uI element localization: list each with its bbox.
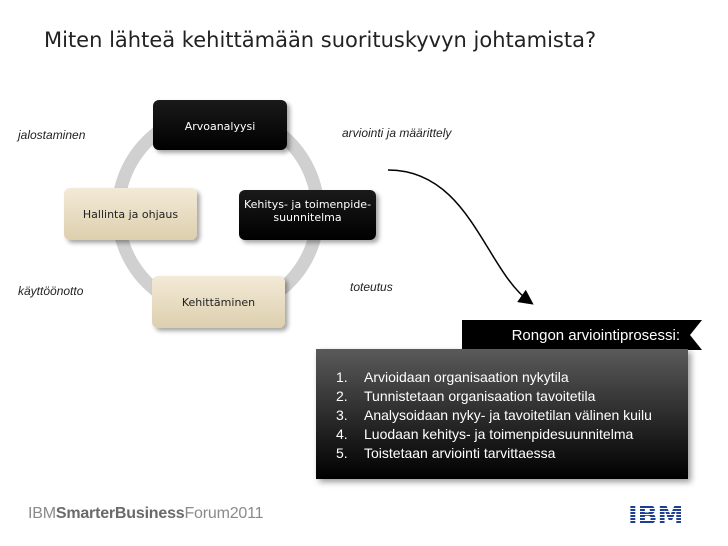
box-kehittaminen-label: Kehittäminen <box>181 296 256 309</box>
page-title: Miten lähteä kehittämään suorituskyvyn johtamista? <box>44 28 597 52</box>
box-kehitys-suunnitelma-label: Kehitys- ja toimenpide- suunnitelma <box>243 198 372 224</box>
box-arvoanalyysi <box>153 100 287 150</box>
ribbon-fold <box>690 320 702 350</box>
footer-branding <box>28 505 263 523</box>
box-hallinta-ohjaus-label: Hallinta ja ohjaus <box>82 207 179 221</box>
list-item: 5. Toistetaan arviointi tarvittaessa <box>336 445 556 461</box>
box-hallinta-ohjaus <box>64 188 197 240</box>
curved-arrow-icon <box>388 170 530 302</box>
label-kayttoonotto: käyttöönotto <box>18 284 84 298</box>
box-arvoanalyysi-label: Arvoanalyysi <box>184 120 256 133</box>
ibm-logo-graphic <box>626 500 706 530</box>
process-steps-list <box>336 368 652 463</box>
process-heading: Rongon arviointiprosessi: <box>462 320 690 350</box>
footer-prefix: IBM <box>28 505 56 522</box>
ibm-logo-icon <box>626 500 706 530</box>
label-jalostaminen: jalostaminen <box>18 128 86 142</box>
footer-suffix: Forum2011 <box>184 505 264 522</box>
box-kehittaminen <box>152 276 285 328</box>
list-item: 1. Arvioidaan organisaation nykytila <box>336 369 569 385</box>
list-item: 4. Luodaan kehitys- ja toimenpidesuunnitelma <box>336 426 634 442</box>
list-item: 3. Analysoidaan nyky- ja tavoitetilan välinen kuilu <box>336 407 652 423</box>
process-heading-ribbon <box>462 320 690 350</box>
label-arviointi-maarittely: arviointi ja määrittely <box>342 126 452 140</box>
footer-bold: SmarterBusiness <box>55 505 185 522</box>
list-item: 2. Tunnistetaan organisaation tavoitetila <box>336 388 596 404</box>
label-toteutus: toteutus <box>350 280 393 294</box>
box-kehitys-suunnitelma <box>239 190 376 240</box>
